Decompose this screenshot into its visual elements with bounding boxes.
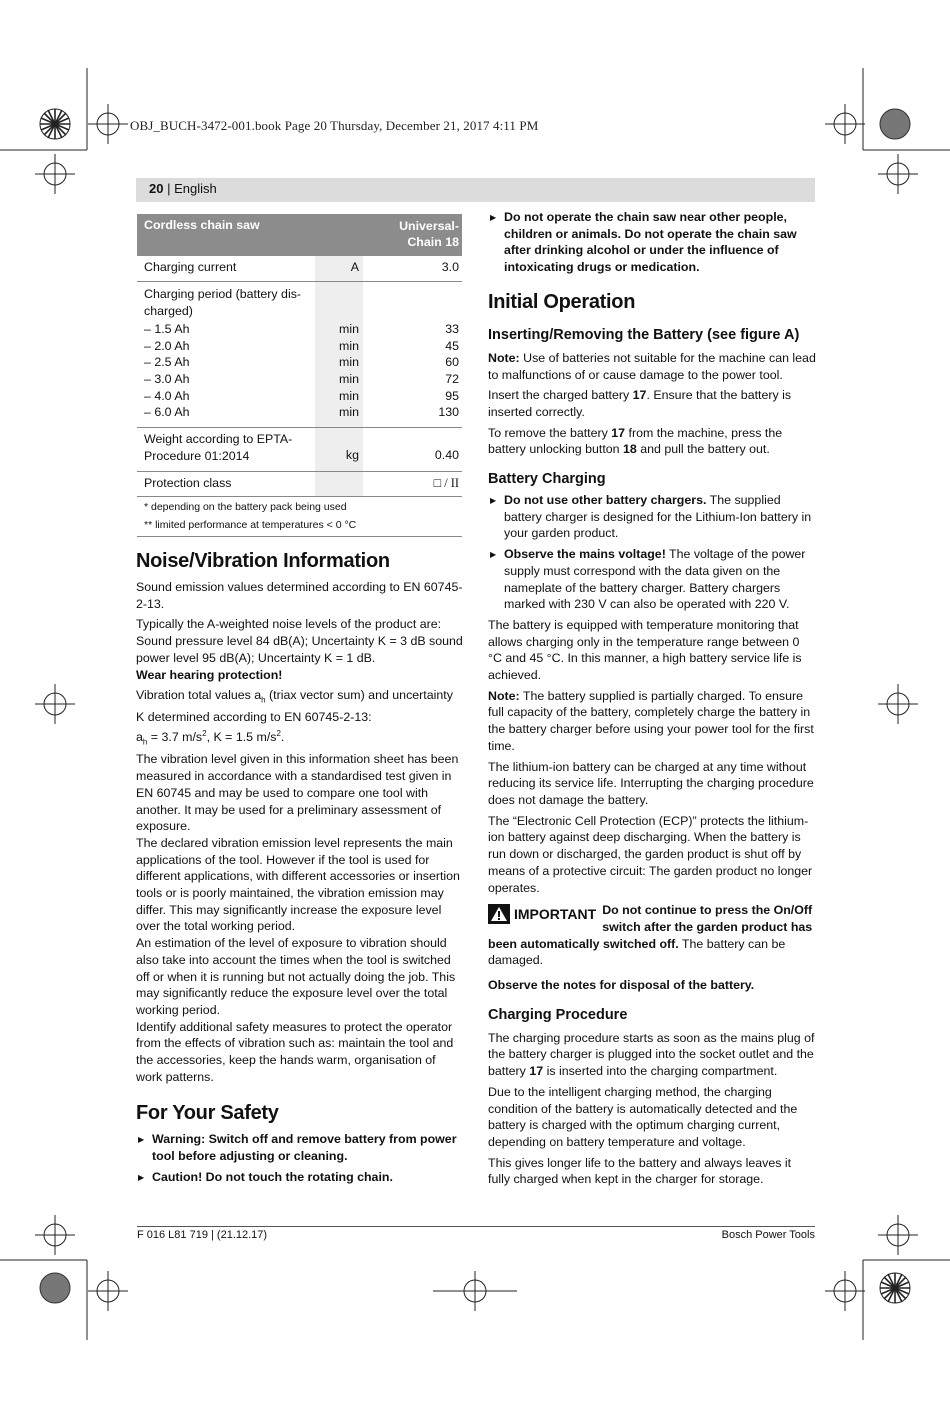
page-language: English xyxy=(174,181,217,196)
footer-brand: Bosch Power Tools xyxy=(721,1229,815,1241)
spec-period-row xyxy=(137,355,462,372)
spec-label-line2: Procedure 01:2014 xyxy=(144,448,250,463)
page-separator: | xyxy=(163,181,175,196)
spec-footnote: ** limited performance at temperatures < 0 °C xyxy=(144,519,357,531)
spec-footnotes xyxy=(137,496,462,537)
spec-period-value: 72 xyxy=(445,372,459,387)
spec-unit: A xyxy=(350,260,359,274)
spec-period-value: 130 xyxy=(438,405,459,420)
charging-bullet: ▶ Do not use other battery chargers. The supplied battery charger is designed for the Lithium-Ion battery in your garden product. xyxy=(488,492,816,542)
spec-period-unit: min xyxy=(339,355,359,370)
spec-table xyxy=(137,214,462,537)
spec-period-unit: min xyxy=(339,372,359,387)
charging-paragraph: The battery is equipped with temperature monitoring that allows charging only in the temperature range between 0 °C and 45 °C. In this manner, a high battery service life is achieved. xyxy=(488,617,802,683)
spec-label: Protection class xyxy=(144,476,232,490)
procedure-paragraph: This gives longer life to the battery and always leaves it fully charged when kept in the charger for storage. xyxy=(488,1155,792,1187)
vibration-values: Vibration total values $a_h$ (triax vector sum) and uncertainty K determined according to EN 60745-2-13: $a_h = 3.7$ $m/s^2$, K = 1.5 $m/s^2$. xyxy=(136,688,453,747)
spec-period-unit: min xyxy=(339,322,359,336)
important-label xyxy=(488,904,596,924)
operation-warning-bullet: ▶ Do not operate the chain saw near other people, children or animals. Do not operate the chain saw after drinking alcohol or under the influence of intoxicating drugs or medication. xyxy=(488,209,816,276)
spec-period-label: – 2.0 Ah xyxy=(144,338,190,353)
important-notice xyxy=(488,902,816,969)
spec-period-row xyxy=(137,322,462,339)
spec-period-label: – 1.5 Ah xyxy=(144,322,190,336)
spec-period-value: 45 xyxy=(445,338,459,353)
section-title-initial-operation: Initial Operation xyxy=(488,290,636,313)
procedure-paragraph: Due to the intelligent charging method, the charging condition of the battery is automatically detected and the battery is charged with the optimum charging current, depending on battery temperature and voltage. xyxy=(488,1084,798,1149)
spec-period-label: – 4.0 Ah xyxy=(144,388,190,403)
noise-warning xyxy=(136,667,464,684)
subsection-title-battery-charging: Battery Charging xyxy=(488,471,606,488)
spec-header-model xyxy=(399,218,459,250)
spec-period-row xyxy=(137,339,462,356)
spec-period-value: 33 xyxy=(445,322,459,336)
charging-paragraph: The “Electronic Cell Protection (ECP)” protects the lithium-ion battery against deep discharging. When the battery is run down or discharged, the garden product is shut off by means of a protective circuit: The garden product no longer operates. xyxy=(488,813,813,895)
spec-row-protection xyxy=(137,472,462,496)
disposal-note: Observe the notes for disposal of the battery. xyxy=(488,978,755,993)
subsection-title-inserting: Inserting/Removing the Battery (see figure A) xyxy=(488,326,800,343)
noise-paragraph: Sound emission values determined according to EN 60745-2-13. xyxy=(136,580,463,611)
left-column xyxy=(136,549,464,1190)
right-column xyxy=(488,209,816,1192)
vibration-paragraph: Identify additional safety measures to protect the operator from the effects of vibration such as: maintain the tool and the accessories, keep the hands warm, organisation of work patterns. xyxy=(136,1019,454,1084)
spec-label-line2: charged) xyxy=(144,303,193,318)
page-number: 20 xyxy=(149,181,164,196)
safety-bullet: ▶ Warning: Switch off and remove battery from power tool before adjusting or cleaning. xyxy=(136,1131,464,1164)
section-title-safety: For Your Safety xyxy=(136,1102,279,1125)
spec-label-line1: Weight according to EPTA- xyxy=(144,432,293,446)
spec-row-charging-current xyxy=(137,256,462,282)
noise-paragraph: Typically the A-weighted noise levels of the product are: Sound pressure level 84 dB(A); Uncertainty K = 3 dB sound power level 95 dB(A); Uncertainty K = 1 dB. xyxy=(136,617,463,665)
charging-bullet: ▶ Observe the mains voltage! The voltage of the power supply must correspond with the data given on the nameplate of the battery charger. Battery chargers marked with 230 V can also be operated with 220 V. xyxy=(488,546,816,613)
remove-paragraph: To remove the battery 17 from the machine, press the battery unlocking button 18 and pull the battery out. xyxy=(488,425,783,457)
spec-row-charging-period xyxy=(137,282,462,428)
page-header xyxy=(149,181,217,196)
spec-period-unit: min xyxy=(339,338,359,353)
charging-paragraph: The lithium-ion battery can be charged at any time without reducing its service life. Interrupting the charging procedure does not damage the battery. xyxy=(488,759,814,807)
spec-header-product: Cordless chain saw xyxy=(144,218,260,232)
charging-note: Note: The battery supplied is partially charged. To ensure full capacity of the battery, completely charge the battery in the battery charger before using your power tool for the first time. xyxy=(488,688,814,753)
procedure-paragraph: The charging procedure starts as soon as the mains plug of the battery charger is plugged into the socket outlet and the battery 17 is inserted into the charging compartment. xyxy=(488,1030,815,1079)
insert-paragraph: Insert the charged battery 17. Ensure that the battery is inserted correctly. xyxy=(488,388,792,419)
spec-value: 0.40 xyxy=(434,448,459,462)
footer-document-code: F 016 L81 719 | (21.12.17) xyxy=(137,1229,268,1241)
spec-period-row xyxy=(137,372,462,389)
spec-period-unit: min xyxy=(339,405,359,420)
spec-header-model-line1: Universal- xyxy=(399,219,459,233)
spec-header-model-line2: Chain 18 xyxy=(407,235,459,249)
book-info-line: OBJ_BUCH-3472-001.book Page 20 Thursday, December 21, 2017 4:11 PM xyxy=(130,118,539,133)
hearing-protection-warning: Wear hearing protection! xyxy=(136,667,283,682)
subsection-title-charging-procedure: Charging Procedure xyxy=(488,1006,628,1023)
spec-period-value: 60 xyxy=(445,355,459,370)
spec-period-row xyxy=(137,405,462,422)
safety-bullet: ▶ Caution! Do not touch the rotating chain. xyxy=(136,1169,464,1186)
vibration-paragraph: An estimation of the level of exposure to vibration should also take into account the times when the tool is switched off or when it is running but not actually doing the job. This may significantly reduce the exposure level over the total working period. xyxy=(136,936,456,1017)
spec-value: □ / II xyxy=(433,476,459,490)
spec-period-row xyxy=(137,389,462,406)
spec-period-unit: min xyxy=(339,388,359,403)
page-header-bar xyxy=(136,178,815,202)
insert-note: Note: Use of batteries not suitable for the machine can lead to malfunctions of or cause damage to the power tool. xyxy=(488,350,816,382)
spec-period-value: 95 xyxy=(445,388,459,403)
spec-footnote: * depending on the battery pack being used xyxy=(144,501,347,513)
section-title-noise: Noise/Vibration Information xyxy=(136,550,390,572)
spec-unit: kg xyxy=(345,448,359,462)
page-footer xyxy=(137,1226,815,1241)
spec-label: Charging current xyxy=(144,260,237,274)
spec-table-header xyxy=(137,214,462,256)
spec-label-line1: Charging period (battery dis- xyxy=(144,287,302,301)
vibration-paragraph: The declared vibration emission level represents the main applications of the tool. However if the tool is used for different applications, with different accessories or insertion tools or is poorly maintained, the vibration emission may differ. This may significantly increase the exposure level over the total working period. xyxy=(136,835,460,934)
spec-label xyxy=(144,431,292,464)
vibration-paragraph: The vibration level given in this information sheet has been measured in accordance with a standardised test given in EN 60745 and may be used to compare one tool with another. It may be used for a preliminary assessment of exposure. xyxy=(136,752,459,834)
spec-label xyxy=(144,286,301,319)
spec-period-rows xyxy=(137,322,462,422)
warning-triangle-icon xyxy=(488,904,510,924)
spec-period-label: – 2.5 Ah xyxy=(144,355,190,370)
spec-period-label: – 3.0 Ah xyxy=(144,372,190,387)
important-text: IMPORTANT xyxy=(514,905,597,922)
spec-row-weight xyxy=(137,428,462,472)
important-paragraph: Do not continue to press the On/Off switch after the garden product has been automatically switched off. The battery can be damaged. xyxy=(488,903,813,968)
spec-value: 3.0 xyxy=(441,260,459,274)
spec-period-label: – 6.0 Ah xyxy=(144,405,190,420)
